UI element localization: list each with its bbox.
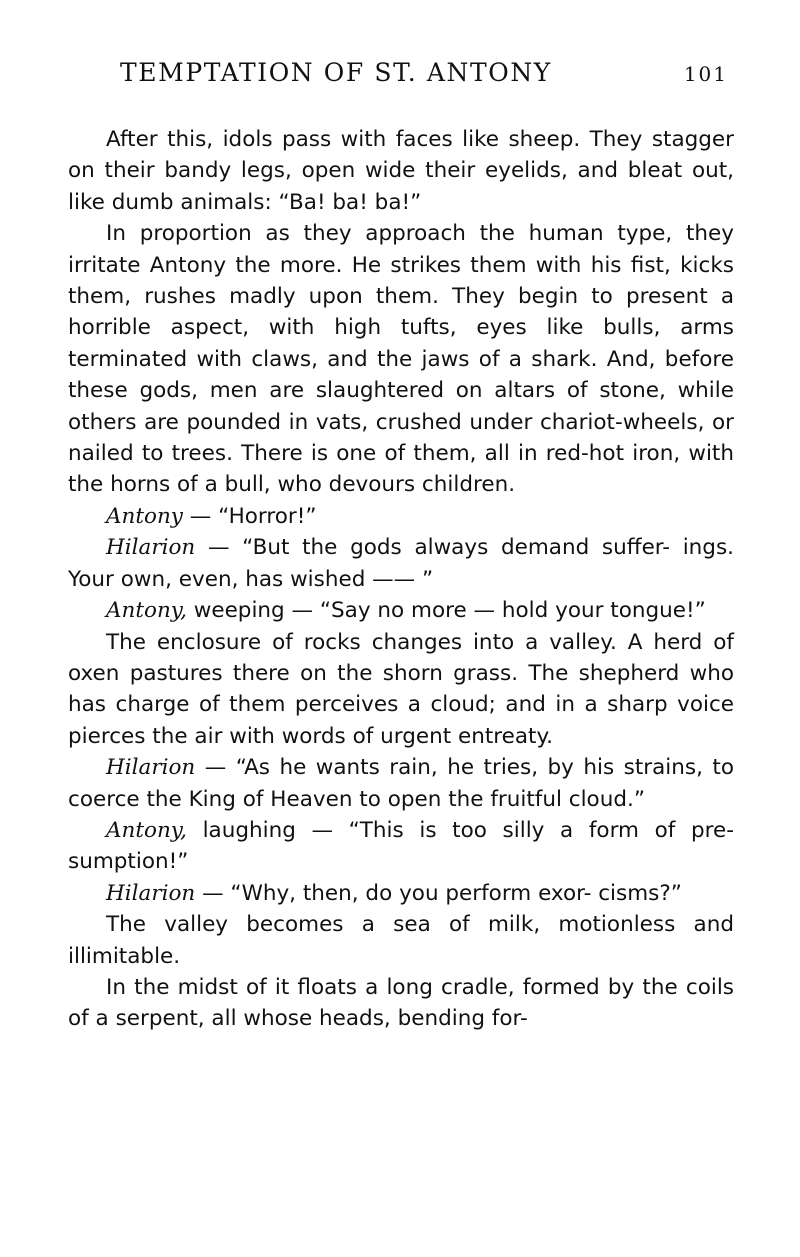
- speaker-name: Hilarion: [106, 755, 196, 781]
- body-text: [68, 124, 734, 1035]
- speaker-name: Hilarion: [106, 535, 196, 561]
- running-title: TEMPTATION OF ST. ANTONY: [120, 58, 552, 87]
- paragraph: The valley becomes a sea of milk, motionless and illimitable.: [68, 912, 734, 969]
- dialogue-text: — “But the gods always demand suffer- ings. Your own, even, has wished —— ”: [68, 535, 734, 592]
- dialogue-text: weeping — “Say no more — hold your tongue!”: [186, 598, 706, 624]
- paragraph: In the midst of it floats a long cradle, formed by the coils of a serpent, all whose heads, bending for-: [68, 974, 734, 1032]
- dialogue-text: — “Horror!”: [182, 503, 317, 529]
- dialogue-paragraph: [68, 752, 734, 815]
- dialogue-paragraph: [68, 595, 734, 626]
- dialogue-paragraph: [68, 815, 734, 878]
- speaker-name: Hilarion: [106, 880, 196, 906]
- speaker-name: Antony: [106, 503, 183, 529]
- paragraph: The enclosure of rocks changes into a valley. A herd of oxen pastures there on the shorn grass. The shepherd who has charge of them perceives a cloud; and in a sharp voice pierces the air with words of urgent entreaty.: [68, 629, 734, 749]
- dialogue-paragraph: [68, 532, 734, 595]
- speaker-name: Antony,: [106, 817, 187, 843]
- dialogue-text: — “As he wants rain, he tries, by his strains, to coerce the King of Heaven to open the fruitful cloud.”: [68, 755, 734, 812]
- dialogue-paragraph: [68, 501, 734, 532]
- speaker-name: Antony,: [106, 598, 187, 624]
- dialogue-text: laughing — “This is too silly a form of pre- sumption!”: [68, 817, 734, 875]
- dialogue-text: — “Why, then, do you perform exor- cisms?”: [195, 880, 682, 906]
- running-head: [68, 58, 734, 102]
- paragraph: In proportion as they approach the human type, they irritate Antony the more. He strikes them with his fist, kicks them, rushes madly upon them. They begin to present a horrible aspect, with high tufts, eyes like bulls, arms terminated with claws, and the jaws of a shark. And, before these gods, men are slaughtered on altars of stone, while others are pounded in vats, crushed under chariot-wheels, or nailed to trees. There is one of them, all in red-hot iron, with the horns of a bull, who devours children.: [68, 221, 734, 498]
- paragraph: After this, idols pass with faces like sheep. They stagger on their bandy legs, open wide their eyelids, and bleat out, like dumb animals: “Ba! ba! ba!”: [68, 127, 734, 215]
- page-number: 101: [683, 62, 728, 86]
- dialogue-paragraph: [68, 878, 734, 909]
- book-page: [68, 58, 734, 1035]
